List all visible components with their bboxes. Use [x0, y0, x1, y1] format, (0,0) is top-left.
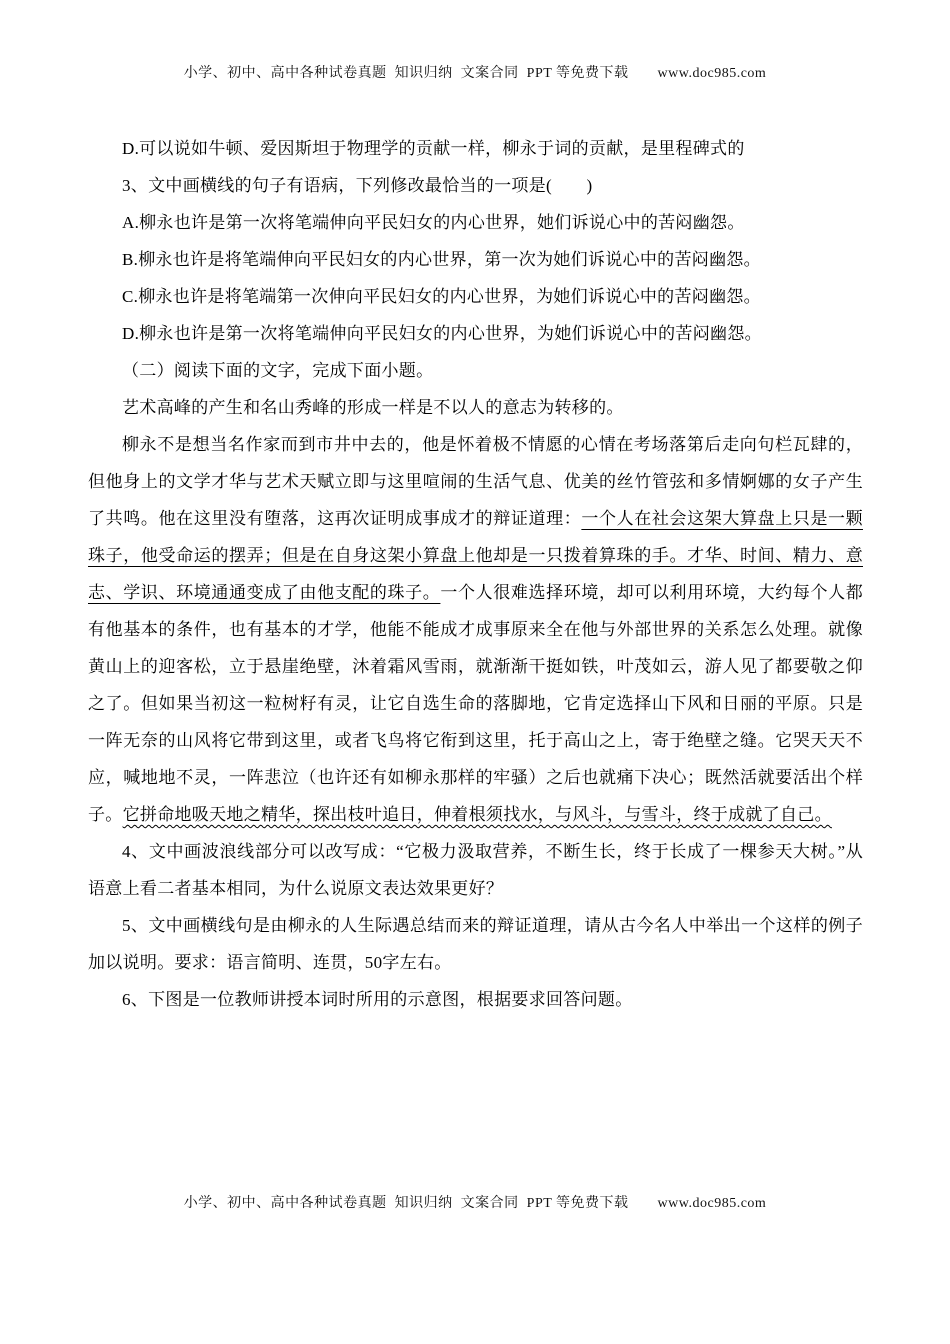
q3-option-d — [88, 315, 863, 352]
text-run: C.柳永也许是将笔端第一次伸向平民妇女的内心世界，为她们诉说心中的苦闷幽怨。 — [122, 287, 761, 306]
question-6 — [88, 981, 863, 1018]
document-body — [88, 130, 863, 1018]
text-run: 4、文中画波浪线部分可以改写成：“它极力汲取营养，不断生长，终于长成了一棵参天大树。”从语意上看二者基本相同，为什么说原文表达效果更好？ — [88, 842, 863, 898]
text-run: D.柳永也许是第一次将笔端伸向平民妇女的内心世界，为她们诉说心中的苦闷幽怨。 — [122, 324, 762, 343]
text-run: 一个人很难选择环境，却可以利用环境，大约每个人都有他基本的条件，也有基本的才学，他能不能成才成事原来全在他与外部世界的关系怎么处理。就像黄山上的迎客松，立于悬崖绝壁，沐着霜风雪雨，就渐渐干挺如铁，叶茂如云，游人见了都要敬之仰之了。但如果当初这一粒树籽有灵，让它自选生命的落脚地，它肯定选择山下风和日丽的平原。只是一阵无奈的山风将它带到这里，或者飞鸟将它衔到这里，托于高山之上，寄于绝壁之缝。它哭天天不应，喊地地不灵，一阵悲泣（也许还有如柳永那样的牢骚）之后也就痛下决心；既然活就要活出个样子。 — [88, 583, 864, 824]
prev-option-d — [88, 130, 863, 167]
text-run: 艺术高峰的产生和名山秀峰的形成一样是不以人的意志为转移的。 — [122, 398, 624, 417]
text-wavy-underline: 它拼命地吸天地之精华，探出枝叶追日，伸着根须找水，与风斗，与雪斗，终于成就了自己。 — [122, 805, 832, 824]
q3-option-b — [88, 241, 863, 278]
passage-main — [88, 426, 863, 833]
text-run: 柳永不是想当名作家而到市井中去的，他是怀着极不情愿的心情在考场落第后走向句栏瓦肆的，但他身上的文学才华与艺术天赋立即与这里喧闹的生活气息、优美的丝竹管弦和多情婀娜的女子产生了共鸣。他在这里没有堕落，这再次证明成事成才的辩证道理： — [88, 435, 863, 528]
text-run: 5、文中画横线句是由柳永的人生际遇总结而来的辩证道理，请从古今名人中举出一个这样的例子加以说明。要求：语言简明、连贯，50字左右。 — [88, 916, 863, 972]
text-run: 3、文中画横线的句子有语病，下列修改最恰当的一项是( ) — [122, 176, 593, 195]
q3-option-a — [88, 204, 863, 241]
question-4 — [88, 833, 863, 907]
text-run: A.柳永也许是第一次将笔端伸向平民妇女的内心世界，她们诉说心中的苦闷幽怨。 — [122, 213, 745, 232]
page-footer: 小学、初中、高中各种试卷真题 知识归纳 文案合同 PPT 等免费下载 www.doc985.com — [183, 1196, 767, 1211]
text-run: D.可以说如牛顿、爱因斯坦于物理学的贡献一样，柳永于词的贡献，是里程碑式的 — [122, 139, 745, 158]
text-run: B.柳永也许是将笔端伸向平民妇女的内心世界，第一次为她们诉说心中的苦闷幽怨。 — [122, 250, 761, 269]
question-5 — [88, 907, 863, 981]
page-header: 小学、初中、高中各种试卷真题 知识归纳 文案合同 PPT 等免费下载 www.doc985.com — [183, 66, 767, 81]
section-2-intro — [88, 352, 863, 389]
text-run: （二）阅读下面的文字，完成下面小题。 — [122, 361, 434, 380]
text-solid-underline: 一个人在社会这架大算盘上只是一颗珠子，他受命运的摆弄；但是在自身这架小算盘上他却是一只拨着算珠的手。才华、时间、精力、意志、学识、环境通通变成了由他支配的珠子。 — [88, 509, 863, 602]
text-run: 6、下图是一位教师讲授本词时所用的示意图，根据要求回答问题。 — [122, 990, 633, 1009]
question-3 — [88, 167, 863, 204]
q3-option-c — [88, 278, 863, 315]
passage-opening — [88, 389, 863, 426]
